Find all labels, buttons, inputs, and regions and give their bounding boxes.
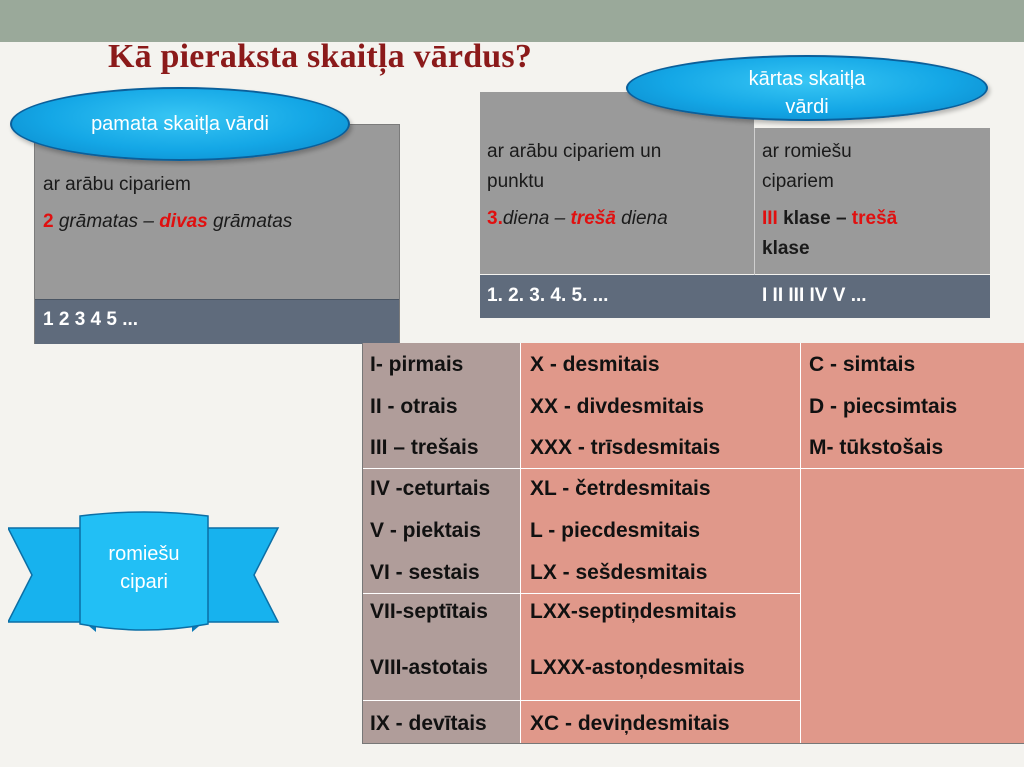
table-cell: II - otrais <box>370 395 458 418</box>
table-cell: IV -ceturtais <box>370 477 491 500</box>
top-bar <box>0 0 1024 42</box>
page-title: Kā pieraksta skaitļa vārdus? <box>108 38 533 75</box>
roman-ordinal-rule-line2: cipariem <box>762 171 834 192</box>
table-cell: M- tūkstošais <box>809 436 944 459</box>
table-cell: III – trešais <box>370 436 479 459</box>
ribbon-right-tail <box>204 528 278 622</box>
arabic-ordinal-rule-line1: ar arābu cipariem un <box>487 141 662 162</box>
roman-ordinal-example-cont: klase <box>762 238 810 259</box>
roman-ordinal-example: III klase – trešā <box>762 208 898 229</box>
arabic-ordinal-example: 3.diena – trešā diena <box>487 208 668 229</box>
table-cell: C - simtais <box>809 353 916 376</box>
table-cell: XL - četrdesmitais <box>530 477 711 500</box>
table-cell: V - piektais <box>370 519 481 542</box>
table-cell: XC - deviņdesmitais <box>530 712 730 735</box>
cardinal-numbers-sample: 1 2 3 4 5 ... <box>43 309 139 330</box>
cardinal-rule: ar arābu cipariem <box>43 174 191 195</box>
table-cell: XX - divdesmitais <box>530 395 704 418</box>
table-cell: LXXX-astoņdesmitais <box>530 656 745 679</box>
roman-numerals-table <box>362 343 1024 744</box>
table-cell: LXX-septiņdesmitais <box>530 600 737 623</box>
roman-ordinal-sample: I II III IV V ... <box>762 285 867 306</box>
table-cell: X - desmitais <box>530 353 660 376</box>
arabic-ordinal-rule-line2: punktu <box>487 171 545 192</box>
roman-ordinal-rule-line1: ar romiešu <box>762 141 852 162</box>
table-cell: IX - devītais <box>370 712 487 735</box>
table-cell: XXX - trīsdesmitais <box>530 436 721 459</box>
ordinal-label-ellipse: kārtas skaitļa vārdi <box>626 55 988 121</box>
table-cell: I- pirmais <box>370 353 464 376</box>
table-cell: L - piecdesmitais <box>530 519 701 542</box>
ordinal-numbers-box <box>480 92 990 318</box>
arabic-ordinal-sample: 1. 2. 3. 4. 5. ... <box>487 285 609 306</box>
cardinal-example: 2 grāmatas – divas grāmatas <box>43 211 293 232</box>
table-cell: D - piecsimtais <box>809 395 958 418</box>
table-cell: VII-septītais <box>370 600 488 623</box>
ribbon-left-tail <box>8 528 84 622</box>
cardinal-label-ellipse: pamata skaitļa vārdi <box>10 87 350 161</box>
table-cell: VIII-astotais <box>370 656 488 679</box>
ribbon-label: romiešu cipari <box>108 543 180 593</box>
table-cell: VI - sestais <box>370 561 480 584</box>
table-cell: LX - sešdesmitais <box>530 561 708 584</box>
